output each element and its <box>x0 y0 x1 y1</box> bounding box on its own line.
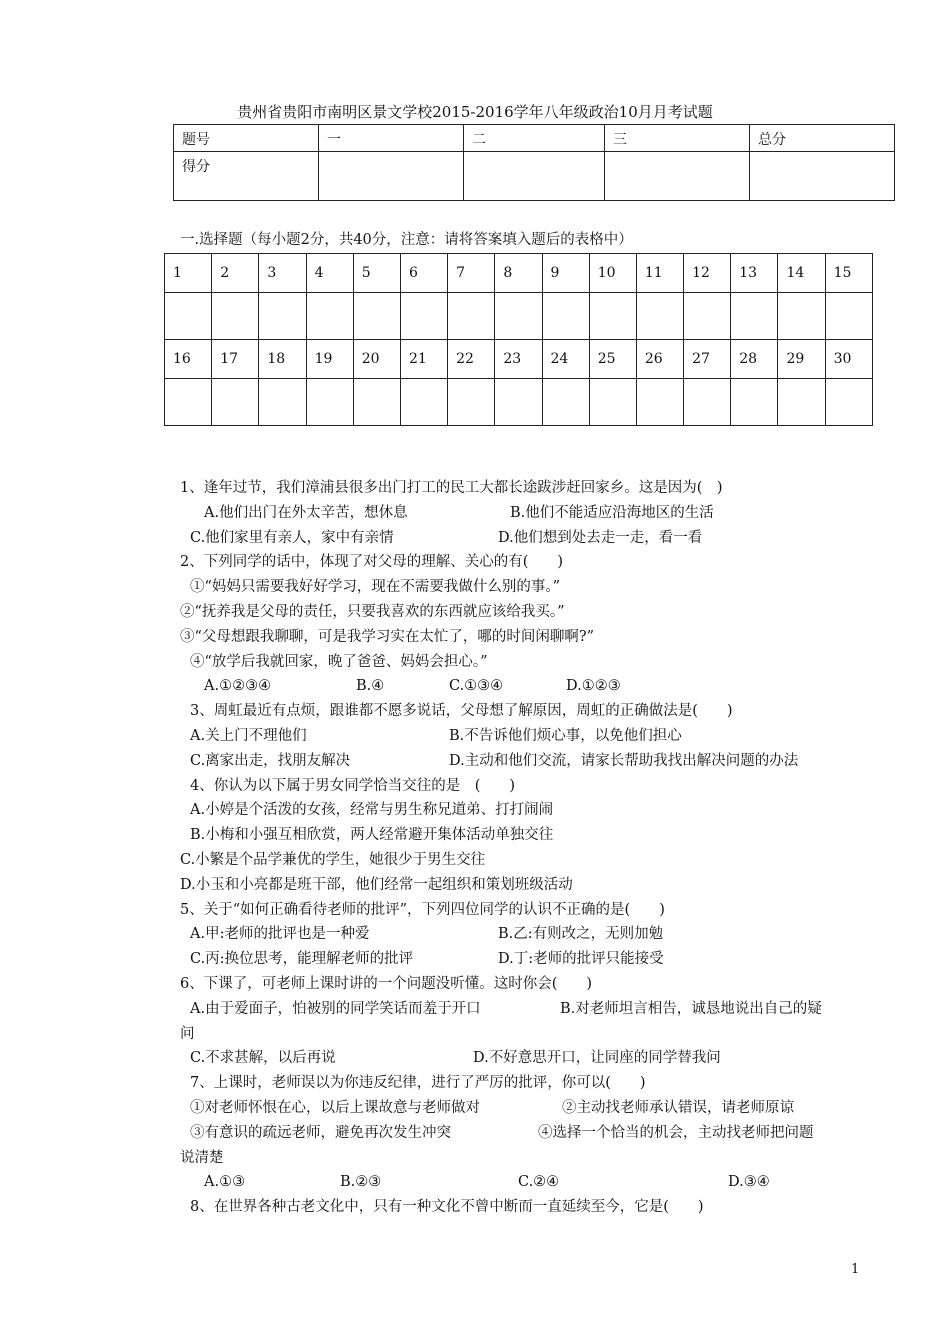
question-line: C.①③④ <box>449 678 504 695</box>
score-table-header-row <box>174 125 895 152</box>
question-line: 5、关于“如何正确看待老师的批评”，下列四位同学的认识不正确的是( ) <box>180 901 665 918</box>
answer-blank-cell[interactable] <box>165 379 212 426</box>
score-blank[interactable] <box>605 152 750 201</box>
answer-blank-cell[interactable] <box>589 293 636 340</box>
question-line: ④选择一个恰当的机会，主动找老师把问题 <box>538 1124 814 1141</box>
answer-number-cell: 22 <box>448 340 495 379</box>
score-table-cell: 二 <box>464 125 605 152</box>
section-heading: 一.选择题（每小题2分，共40分，注意：请将答案填入题后的表格中） <box>180 232 633 248</box>
question-line: ②“抚养我是父母的责任，只要我喜欢的东西就应该给我买。” <box>180 604 565 620</box>
answer-number-cell: 7 <box>448 254 495 293</box>
answer-number-cell: 17 <box>212 340 259 379</box>
answer-blank-cell[interactable] <box>353 379 400 426</box>
answer-number-cell: 12 <box>684 254 731 293</box>
question-line: ④“放学后我就回家，晚了爸爸、妈妈会担心。” <box>190 653 488 670</box>
question-line: C.丙:换位思考，能理解老师的批评 <box>190 951 414 968</box>
score-table-cell: 总分 <box>750 125 895 152</box>
score-table-score-row <box>174 152 895 201</box>
answer-number-cell: 10 <box>589 254 636 293</box>
answer-number-cell: 28 <box>731 340 778 379</box>
question-line: C.②④ <box>518 1174 560 1191</box>
answer-blank-cell[interactable] <box>542 293 589 340</box>
answer-blank-cell[interactable] <box>448 293 495 340</box>
question-line: D.他们想到处去走一走，看一看 <box>498 529 703 546</box>
question-line: B.他们不能适应沿海地区的生活 <box>510 504 714 521</box>
question-line: 6、下课了，可老师上课时讲的一个问题没听懂。这时你会( ) <box>180 976 593 992</box>
answer-blank-cell[interactable] <box>212 293 259 340</box>
score-table-cell: 题号 <box>174 125 319 152</box>
answer-blank-cell[interactable] <box>495 379 542 426</box>
question-line: 1、逢年过节，我们漳浦县很多出门打工的民工大都长途跋涉赶回家乡。这是因为( ) <box>180 480 723 496</box>
answer-number-cell: 26 <box>636 340 683 379</box>
answer-number-cell: 11 <box>636 254 683 293</box>
question-line: A.①③ <box>204 1174 246 1191</box>
answer-number-row <box>165 340 873 379</box>
answer-blank-cell[interactable] <box>212 379 259 426</box>
answer-blank-cell[interactable] <box>495 293 542 340</box>
answer-number-cell: 9 <box>542 254 589 293</box>
answer-blank-row <box>165 379 873 426</box>
answer-number-cell: 4 <box>306 254 353 293</box>
answer-blank-cell[interactable] <box>636 379 683 426</box>
question-line: ③“父母想跟我聊聊，可是我学习实在太忙了，哪的时间闲聊啊?” <box>180 628 595 645</box>
question-line: A.关上门不理他们 <box>190 728 307 744</box>
question-line: D.主动和他们交流，请家长帮助我找出解决问题的办法 <box>449 752 799 769</box>
answer-blank-cell[interactable] <box>165 293 212 340</box>
question-line: 7、上课时，老师误以为你违反纪律，进行了严厉的批评，你可以( ) <box>190 1075 646 1092</box>
question-line: A.小婷是个活泼的女孩，经常与男生称兄道弟、打打闹闹 <box>190 802 554 819</box>
question-line: C.不求甚解，以后再说 <box>190 1050 336 1067</box>
question-line: 说清楚 <box>180 1149 224 1166</box>
answer-blank-cell[interactable] <box>400 293 447 340</box>
question-line: D.丁:老师的批评只能接受 <box>498 951 664 968</box>
answer-blank-cell[interactable] <box>731 379 778 426</box>
question-line: C.离家出走，找朋友解决 <box>190 752 351 769</box>
question-line: A.①②③④ <box>204 678 272 695</box>
answer-blank-cell[interactable] <box>448 379 495 426</box>
question-line: C.他们家里有亲人，家中有亲情 <box>190 529 394 546</box>
answer-blank-cell[interactable] <box>306 293 353 340</box>
answer-blank-cell[interactable] <box>542 379 589 426</box>
answer-number-cell: 14 <box>778 254 825 293</box>
answer-number-cell: 8 <box>495 254 542 293</box>
answer-number-cell: 18 <box>259 340 306 379</box>
answer-blank-cell[interactable] <box>684 293 731 340</box>
question-line: B.不告诉他们烦心事，以免他们担心 <box>449 728 682 744</box>
answer-number-cell: 16 <box>165 340 212 379</box>
answer-number-cell: 19 <box>306 340 353 379</box>
question-line: ①对老师怀恨在心，以后上课故意与老师做对 <box>190 1100 480 1116</box>
answer-number-cell: 29 <box>778 340 825 379</box>
answer-blank-cell[interactable] <box>259 379 306 426</box>
question-line: B.②③ <box>340 1174 382 1191</box>
question-line: 8、在世界各种古老文化中，只有一种文化不曾中断而一直延续至今，它是( ) <box>190 1199 704 1216</box>
question-line: B.乙:有则改之，无则加勉 <box>498 926 664 943</box>
answer-number-cell: 25 <box>589 340 636 379</box>
question-line: 3、周虹最近有点烦，跟谁都不愿多说话，父母想了解原因，周虹的正确做法是( ) <box>190 703 733 720</box>
score-table-cell: 一 <box>319 125 464 152</box>
answer-table <box>164 253 873 426</box>
page-number: 1 <box>851 1262 860 1277</box>
question-line: C.小繁是个品学兼优的学生，她很少于男生交往 <box>180 852 486 868</box>
answer-number-cell: 24 <box>542 340 589 379</box>
answer-blank-cell[interactable] <box>259 293 306 340</box>
page-title: 贵州省贵阳市南明区景文学校2015-2016学年八年级政治10月月考试题 <box>237 103 713 121</box>
score-blank[interactable] <box>464 152 605 201</box>
answer-number-cell: 5 <box>353 254 400 293</box>
answer-number-cell: 21 <box>400 340 447 379</box>
answer-blank-row <box>165 293 873 340</box>
answer-number-cell: 3 <box>259 254 306 293</box>
question-line: ②主动找老师承认错误，请老师原谅 <box>562 1100 794 1116</box>
question-line: ③有意识的疏远老师，避免再次发生冲突 <box>190 1124 451 1141</box>
answer-number-cell: 30 <box>825 340 872 379</box>
answer-number-cell: 23 <box>495 340 542 379</box>
answer-number-cell: 27 <box>684 340 731 379</box>
score-blank[interactable] <box>750 152 895 201</box>
answer-blank-cell[interactable] <box>684 379 731 426</box>
answer-blank-cell[interactable] <box>778 293 825 340</box>
answer-blank-cell[interactable] <box>778 379 825 426</box>
question-line: D.小玉和小亮都是班干部，他们经常一起组织和策划班级活动 <box>180 876 573 893</box>
question-line: A.甲:老师的批评也是一种爱 <box>190 926 370 943</box>
answer-blank-cell[interactable] <box>400 379 447 426</box>
question-line: D.①②③ <box>566 678 621 695</box>
question-line: D.不好意思开口，让同座的同学替我问 <box>473 1050 721 1067</box>
question-line: B.④ <box>356 678 385 695</box>
question-line: D.③④ <box>728 1174 770 1191</box>
answer-blank-cell[interactable] <box>636 293 683 340</box>
answer-blank-cell[interactable] <box>825 379 872 426</box>
question-line: 问 <box>180 1025 195 1042</box>
question-line: 4、你认为以下属于男女同学恰当交往的是 ( ) <box>190 777 516 794</box>
answer-number-cell: 6 <box>400 254 447 293</box>
answer-blank-cell[interactable] <box>589 379 636 426</box>
answer-number-cell: 1 <box>165 254 212 293</box>
score-blank[interactable] <box>319 152 464 201</box>
answer-number-cell: 13 <box>731 254 778 293</box>
score-label: 得分 <box>174 152 319 201</box>
answer-number-row <box>165 254 873 293</box>
score-table <box>173 124 895 201</box>
score-table-cell: 三 <box>605 125 750 152</box>
question-line: A.由于爱面子，怕被别的同学笑话而羞于开口 <box>190 1000 481 1017</box>
question-line: A.他们出门在外太辛苦，想休息 <box>204 504 408 521</box>
answer-blank-cell[interactable] <box>731 293 778 340</box>
answer-blank-cell[interactable] <box>306 379 353 426</box>
answer-number-cell: 15 <box>825 254 872 293</box>
answer-number-cell: 2 <box>212 254 259 293</box>
answer-blank-cell[interactable] <box>825 293 872 340</box>
question-line: B.小梅和小强互相欣赏，两人经常避开集体活动单独交往 <box>190 827 554 844</box>
answer-number-cell: 20 <box>353 340 400 379</box>
question-line: ①“妈妈只需要我好好学习，现在不需要我做什么别的事。” <box>190 579 561 596</box>
question-line: B.对老师坦言相告，诚恳地说出自己的疑 <box>560 1000 822 1017</box>
answer-blank-cell[interactable] <box>353 293 400 340</box>
question-line: 2、下列同学的话中，体现了对父母的理解、关心的有( ) <box>180 554 564 571</box>
